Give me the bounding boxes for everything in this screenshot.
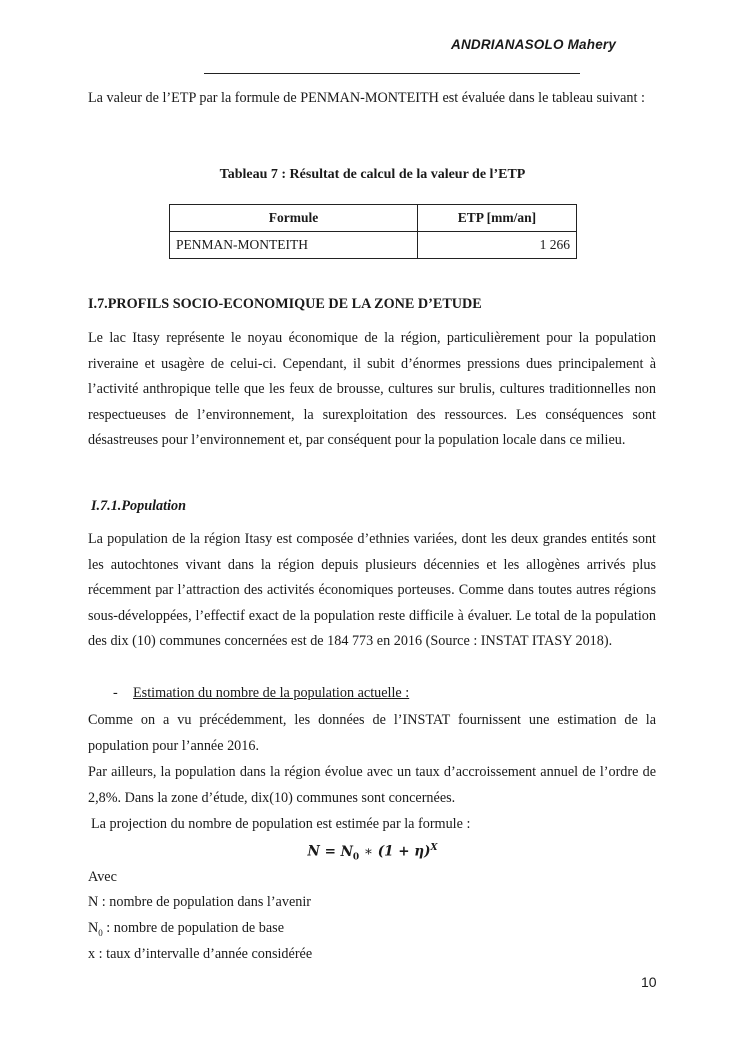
page-number: 10 — [641, 974, 657, 990]
definition-n0: $N_0$ : nombre de population de base — [88, 920, 284, 938]
definition-x: x : taux d’intervalle d’année considérée — [88, 946, 313, 962]
formula-n0: $N_0$ — [340, 843, 360, 863]
projection-formula — [0, 843, 745, 862]
paragraph-growth: Par ailleurs, la population dans la région évolue avec un taux d’accroissement annuel de l’ordre de 2,8%. Dans la zone d’étude, dix(10) communes sont concernées. — [88, 764, 656, 806]
formula-lhs: N — [307, 843, 320, 860]
table-header-cell: Formule — [170, 205, 418, 232]
header-author: ANDRIANASOLO Mahery — [451, 37, 617, 52]
subsection-heading: I.7.1.Population — [91, 498, 186, 514]
definitions-avec: Avec — [88, 869, 117, 885]
formula-equals: = — [324, 843, 336, 860]
header-rule — [204, 73, 580, 74]
bullet-dash: - — [113, 685, 118, 701]
table-header-cell: ETP [mm/an] — [418, 205, 577, 232]
formula-paren: (1 + η) — [377, 843, 431, 860]
intro-paragraph: La valeur de l’ETP par la formule de PENMAN-MONTEITH est évaluée dans le tableau suivant : — [88, 90, 645, 106]
paragraph-projection: La projection du nombre de population est estimée par la formule : — [91, 816, 471, 832]
section-paragraph: Le lac Itasy représente le noyau économique de la région, particulièrement pour la population riveraine et usagère de celui-ci. Cependant, il subit d’énormes pressions dues principalement à l’activité anthropique telle que les feux de brousse, cultures sur brulis, cultures traditionnelles non respectueuses de l’environnement, la surexploitation des ressources. Les conséquences sont désastreuses pour l’environnement et, par conséquent pour la population locale dans ce milieu. — [88, 330, 656, 449]
population-paragraph: La population de la région Itasy est composée d’ethnies variées, dont les deux grandes entités sont les autochtones vivant dans la région depuis plusieurs décennies et les allogènes arrivés plus récemment par l’attraction des activités économiques porteuses. Comme dans toutes autres régions sous-développées, l’effectif exact de la population reste difficile à évaluer. Le total de la population des dix (10) communes concernées est de 184 773 en 2016 (Source : INSTAT ITASY 2018). — [88, 531, 656, 650]
table-cell: PENMAN-MONTEITH — [170, 232, 418, 259]
paragraph-instat: Comme on a vu précédemment, les données de l’INSTAT fournissent une estimation de la population pour l’année 2016. — [88, 712, 656, 754]
definition-n: N : nombre de population dans l’avenir — [88, 894, 312, 910]
section-heading: I.7.PROFILS SOCIO-ECONOMIQUE DE LA ZONE D’ETUDE — [88, 296, 482, 312]
table-cell: 1 266 — [418, 232, 577, 259]
etp-table — [169, 204, 577, 259]
table-header-row — [170, 205, 577, 232]
table-row — [170, 232, 577, 259]
bullet-text: Estimation du nombre de la population actuelle : — [133, 685, 410, 701]
table-caption: Tableau 7 : Résultat de calcul de la valeur de l’ETP — [219, 167, 526, 182]
formula-times: ∗ — [363, 843, 374, 860]
bullet-item — [113, 685, 409, 702]
formula-exponent: X — [430, 843, 438, 853]
